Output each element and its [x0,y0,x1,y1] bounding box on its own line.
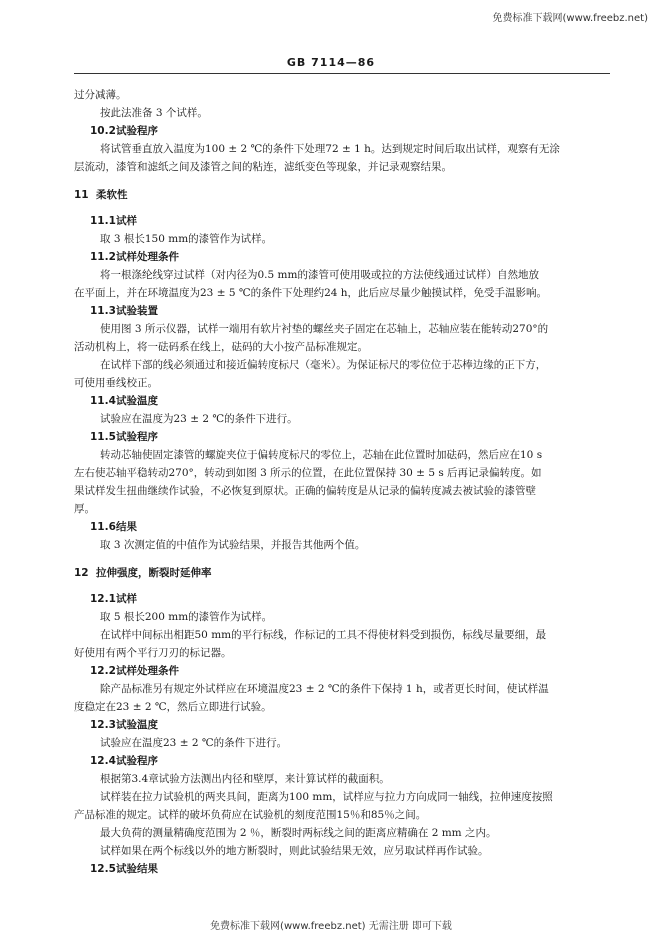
paragraph-line: 取 5 根长200 mm的漆管作为试样。 [100,611,273,623]
paragraph-line: 在试样中间标出相距50 mm的平行标线，作标记的工具不得使材料受到损伤，标线尽量要细，最 [100,629,547,641]
paragraph-line: 试样装在拉力试验机的两夹具间，距离为100 mm，试样应与拉力方向成同一轴线，拉伸速度按照 [100,791,553,803]
heading-text: 试样 [116,215,137,227]
heading-number: 12.3 [90,719,116,731]
paragraph-line: 除产品标准另有规定外试样应在环境温度23 ± 2 ℃的条件下保持 1 h，或者更长时间，使试样温 [100,683,549,695]
heading-number: 11 [74,189,89,201]
paragraph-line: 可使用垂线校正。 [74,377,158,389]
heading-text: 试样处理条件 [116,251,179,263]
heading-text: 试样处理条件 [116,665,179,677]
subsection-heading [74,716,610,734]
paragraph-line: 度稳定在23 ± 2 ℃，然后立即进行试验。 [74,701,272,713]
paragraph-line: 使用图 3 所示仪器，试样一端用有软片衬垫的螺丝夹子固定在芯轴上，芯轴应装在能转动270°的 [100,323,549,335]
paragraph-line: 厚。 [74,503,95,515]
paragraph-line: 果试样发生扭曲继续作试验，不必恢复到原状。正确的偏转度是从记录的偏转度减去被试验的漆管壁 [74,485,536,497]
paragraph-line: 层流动，漆管和滤纸之间及漆管之间的粘连，滤纸变色等现象，并记录观察结果。 [74,161,452,173]
subsection-heading [74,428,610,446]
paragraph-line: 转动芯轴使固定漆管的螺旋夹位于偏转度标尺的零位上，芯轴在此位置时加砝码，然后应在10 s [100,449,543,461]
paragraph-line: 试验应在温度为23 ± 2 ℃的条件下进行。 [100,413,298,425]
heading-text: 试样 [116,593,137,605]
heading-number: 12 [74,567,89,579]
watermark-bottom: 免费标准下载网(www.freebz.net) 无需注册 即可下载 [210,921,452,932]
subsection-heading [74,302,610,320]
heading-number: 11.3 [90,305,116,317]
paragraph-line: 最大负荷的测量精确度范围为 2 ％，断裂时两标线之间的距离应精确在 2 mm 之内。 [100,827,497,839]
subsection-heading [74,752,610,770]
heading-text: 拉伸强度，断裂时延伸率 [96,567,212,579]
document-body [74,86,610,878]
paragraph-line: 取 3 次测定值的中值作为试验结果，并报告其他两个值。 [100,539,366,551]
paragraph-line: 左右使芯轴平稳转动270°，转动到如图 3 所示的位置，在此位置保持 30 ± 5 s 后再记录偏转度。如 [74,467,542,479]
subsection-heading [74,662,610,680]
heading-text: 试验装置 [116,305,158,317]
paragraph-line: 过分减薄。 [74,89,127,101]
heading-text: 试验结果 [116,863,158,875]
heading-number: 11.1 [90,215,116,227]
paragraph-line: 取 3 根长150 mm的漆管作为试样。 [100,233,273,245]
heading-text: 试验温度 [116,719,158,731]
paragraph-line: 在平面上，并在环境温度为23 ± 5 ℃的条件下处理约24 h，此后应尽量少触摸试样，免受手温影响。 [74,287,548,299]
page-header: GB 7114—86 [286,56,376,69]
subsection-heading [74,590,610,608]
heading-number: 11.5 [90,431,116,443]
heading-number: 12.5 [90,863,116,875]
watermark-top: 免费标准下载网(www.freebz.net) [492,13,648,24]
subsection-heading [74,518,610,536]
heading-number: 12.4 [90,755,116,767]
paragraph-line: 活动机构上，将一砝码系在线上，砝码的大小按产品标准规定。 [74,341,368,353]
heading-number: 10.2 [90,125,116,137]
heading-text: 试验程序 [116,755,158,767]
subsection-heading [74,392,610,410]
header-divider [74,73,610,74]
paragraph-line: 试验应在温度23 ± 2 ℃的条件下进行。 [100,737,288,749]
heading-number: 11.2 [90,251,116,263]
heading-number: 11.4 [90,395,116,407]
paragraph-line: 将一根涤纶线穿过试样（对内径为0.5 mm的漆管可使用吸或拉的方法使线通过试样）自然地放 [100,269,539,281]
section-heading [74,564,610,582]
paragraph-line: 好使用有两个平行刀刃的标记器。 [74,647,232,659]
heading-number: 11.6 [90,521,116,533]
paragraph-line: 将试管垂直放入温度为100 ± 2 ℃的条件下处理72 ± 1 h。达到规定时间后取出试样，观察有无涂 [100,143,560,155]
subsection-heading [74,122,610,140]
subsection-heading [74,860,610,878]
section-heading [74,186,610,204]
heading-number: 12.2 [90,665,116,677]
heading-text: 试验温度 [116,395,158,407]
paragraph-line: 按此法准备 3 个试样。 [100,107,208,119]
subsection-heading [74,212,610,230]
paragraph-line: 在试样下部的线必须通过和接近偏转度标尺（毫米）。为保证标尺的零位位于芯棒边缘的正下方， [100,359,547,371]
heading-text: 柔软性 [96,189,128,201]
paragraph-line: 根据第3.4章试验方法测出内径和壁厚，来计算试样的截面积。 [100,773,390,785]
heading-number: 12.1 [90,593,116,605]
heading-text: 试验程序 [116,431,158,443]
heading-text: 试验程序 [116,125,158,137]
paragraph-line: 产品标准的规定。试样的破坏负荷应在试验机的刻度范围15％和85％之间。 [74,809,427,821]
paragraph-line: 试样如果在两个标线以外的地方断裂时，则此试验结果无效，应另取试样再作试验。 [100,845,489,857]
subsection-heading [74,248,610,266]
heading-text: 结果 [116,521,137,533]
